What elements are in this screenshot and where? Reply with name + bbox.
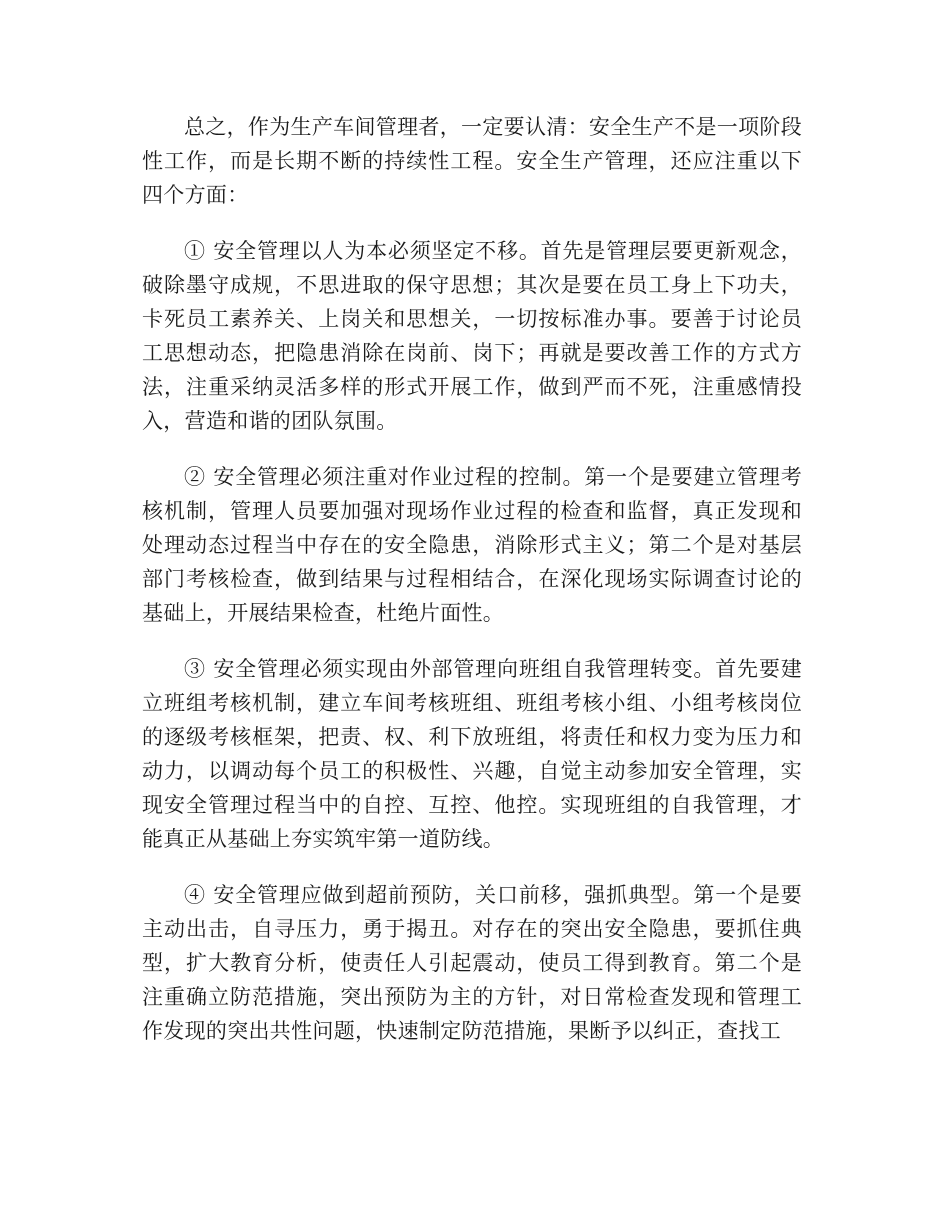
point-3-paragraph: ③ 安全管理必须实现由外部管理向班组自我管理转变。首先要建立班组考核机制，建立车间考核班组、班组考核小组、小组考核岗位的逐级考核框架，把责、权、利下放班组，将责任和权力变为压力和动力，以调动每个员工的积极性、兴趣，自觉主动参加安全管理，实现安全管理过程当中的自控、互控、他控。实现班组的自我管理，才能真正从基础上夯实筑牢第一道防线。 bbox=[142, 657, 802, 851]
point-2-paragraph: ② 安全管理必须注重对作业过程的控制。第一个是要建立管理考核机制，管理人员要加强对现场作业过程的检查和监督，真正发现和处理动态过程当中存在的安全隐患，消除形式主义；第二个是对基层部门考核检查，做到结果与过程相结合，在深化现场实际调查讨论的基础上，开展结果检查，杜绝片面性。 bbox=[142, 465, 802, 625]
document-body bbox=[142, 110, 802, 1070]
point-4-paragraph: ④ 安全管理应做到超前预防，关口前移，强抓典型。第一个是要主动出击，自寻压力，勇于揭丑。对存在的突出安全隐患，要抓住典型，扩大教育分析，使责任人引起震动，使员工得到教育。第二个是注重确立防范措施，突出预防为主的方针，对日常检查发现和管理工作发现的突出共性问题，快速制定防范措施，果断予以纠正，查找工 bbox=[142, 883, 802, 1043]
point-1-paragraph: ① 安全管理以人为本必须坚定不移。首先是管理层要更新观念，破除墨守成规，不思进取的保守思想；其次是要在员工身上下功夫，卡死员工素养关、上岗关和思想关，一切按标准办事。要善于讨论员工思想动态，把隐患消除在岗前、岗下；再就是要改善工作的方式方法，注重采纳灵活多样的形式开展工作，做到严而不死，注重感情投入，营造和谐的团队氛围。 bbox=[142, 239, 802, 433]
intro-paragraph: 总之，作为生产车间管理者，一定要认清：安全生产不是一项阶段性工作，而是长期不断的持续性工程。安全生产管理，还应注重以下四个方面： bbox=[142, 115, 802, 207]
